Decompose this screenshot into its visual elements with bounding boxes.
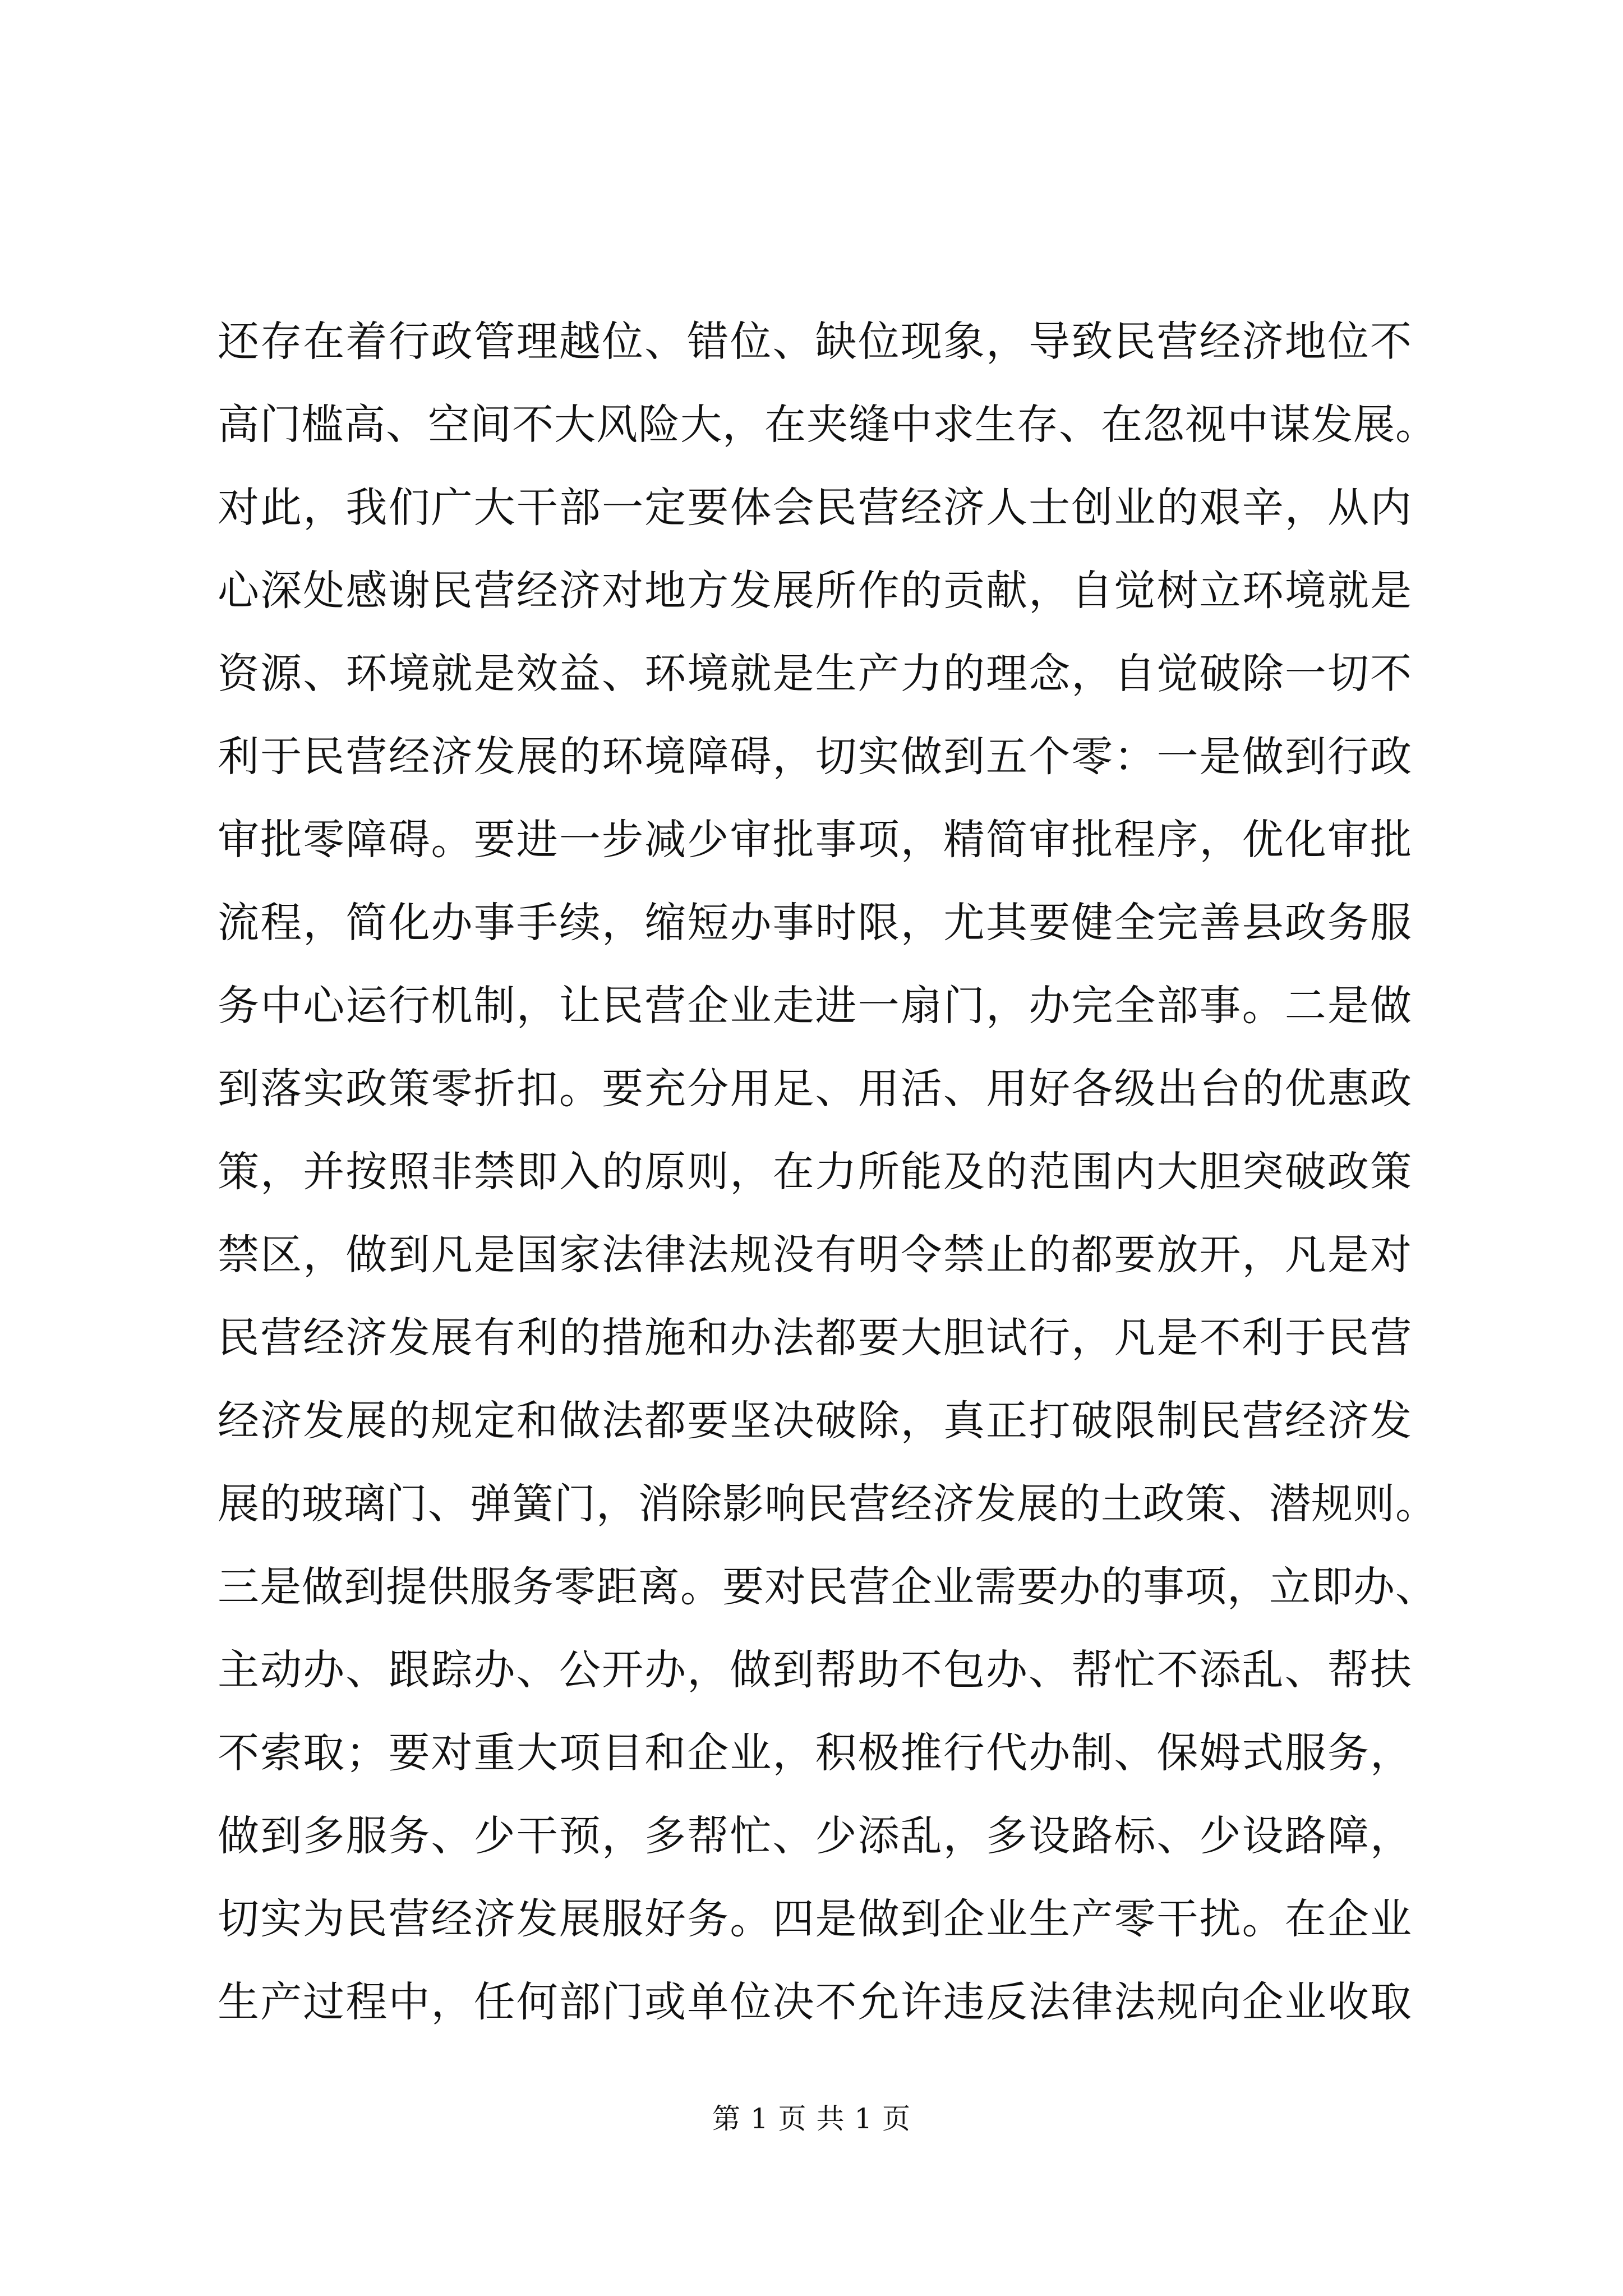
text-line: 经济发展的规定和做法都要坚决破除，真正打破限制民营经济发 — [218, 1397, 1412, 1445]
text-line: 展的玻璃门、弹簧门，消除影响民营经济发展的土政策、潜规则。 — [218, 1480, 1437, 1528]
text-line: 策，并按照非禁即入的原则，在力所能及的范围内大胆突破政策 — [218, 1148, 1412, 1196]
text-line: 三是做到提供服务零距离。要对民营企业需要办的事项，立即办、 — [218, 1563, 1437, 1611]
text-line: 还存在着行政管理越位、错位、缺位现象，导致民营经济地位不 — [218, 318, 1412, 366]
text-line: 流程，简化办事手续，缩短办事时限，尤其要健全完善县政务服 — [218, 899, 1412, 947]
text-line: 切实为民营经济发展服好务。四是做到企业生产零干扰。在企业 — [218, 1895, 1412, 1943]
text-line: 主动办、跟踪办、公开办，做到帮助不包办、帮忙不添乱、帮扶 — [218, 1646, 1412, 1694]
text-line: 审批零障碍。要进一步减少审批事项，精简审批程序，优化审批 — [218, 816, 1412, 864]
text-line: 对此，我们广大干部一定要体会民营经济人士创业的艰辛，从内 — [218, 484, 1412, 532]
text-line: 不索取；要对重大项目和企业，积极推行代办制、保姆式服务， — [218, 1729, 1412, 1777]
text-line: 高门槛高、空间不大风险大，在夹缝中求生存、在忽视中谋发展。 — [218, 401, 1437, 449]
text-line: 务中心运行机制，让民营企业走进一扇门，办完全部事。二是做 — [218, 982, 1412, 1030]
text-line: 民营经济发展有利的措施和办法都要大胆试行，凡是不利于民营 — [218, 1314, 1412, 1362]
text-line: 资源、环境就是效益、环境就是生产力的理念，自觉破除一切不 — [218, 650, 1412, 698]
text-line: 心深处感谢民营经济对地方发展所作的贡献，自觉树立环境就是 — [218, 567, 1412, 615]
text-line: 到落实政策零折扣。要充分用足、用活、用好各级出台的优惠政 — [218, 1065, 1412, 1113]
text-line: 生产过程中，任何部门或单位决不允许违反法律法规向企业收取 — [218, 1978, 1412, 2026]
page-number-footer: 第 1 页 共 1 页 — [712, 2102, 911, 2135]
text-line: 做到多服务、少干预，多帮忙、少添乱，多设路标、少设路障， — [218, 1812, 1412, 1860]
text-line: 禁区，做到凡是国家法律法规没有明令禁止的都要放开，凡是对 — [218, 1231, 1412, 1279]
text-line: 利于民营经济发展的环境障碍，切实做到五个零：一是做到行政 — [218, 733, 1412, 781]
body-text — [218, 300, 1437, 2044]
